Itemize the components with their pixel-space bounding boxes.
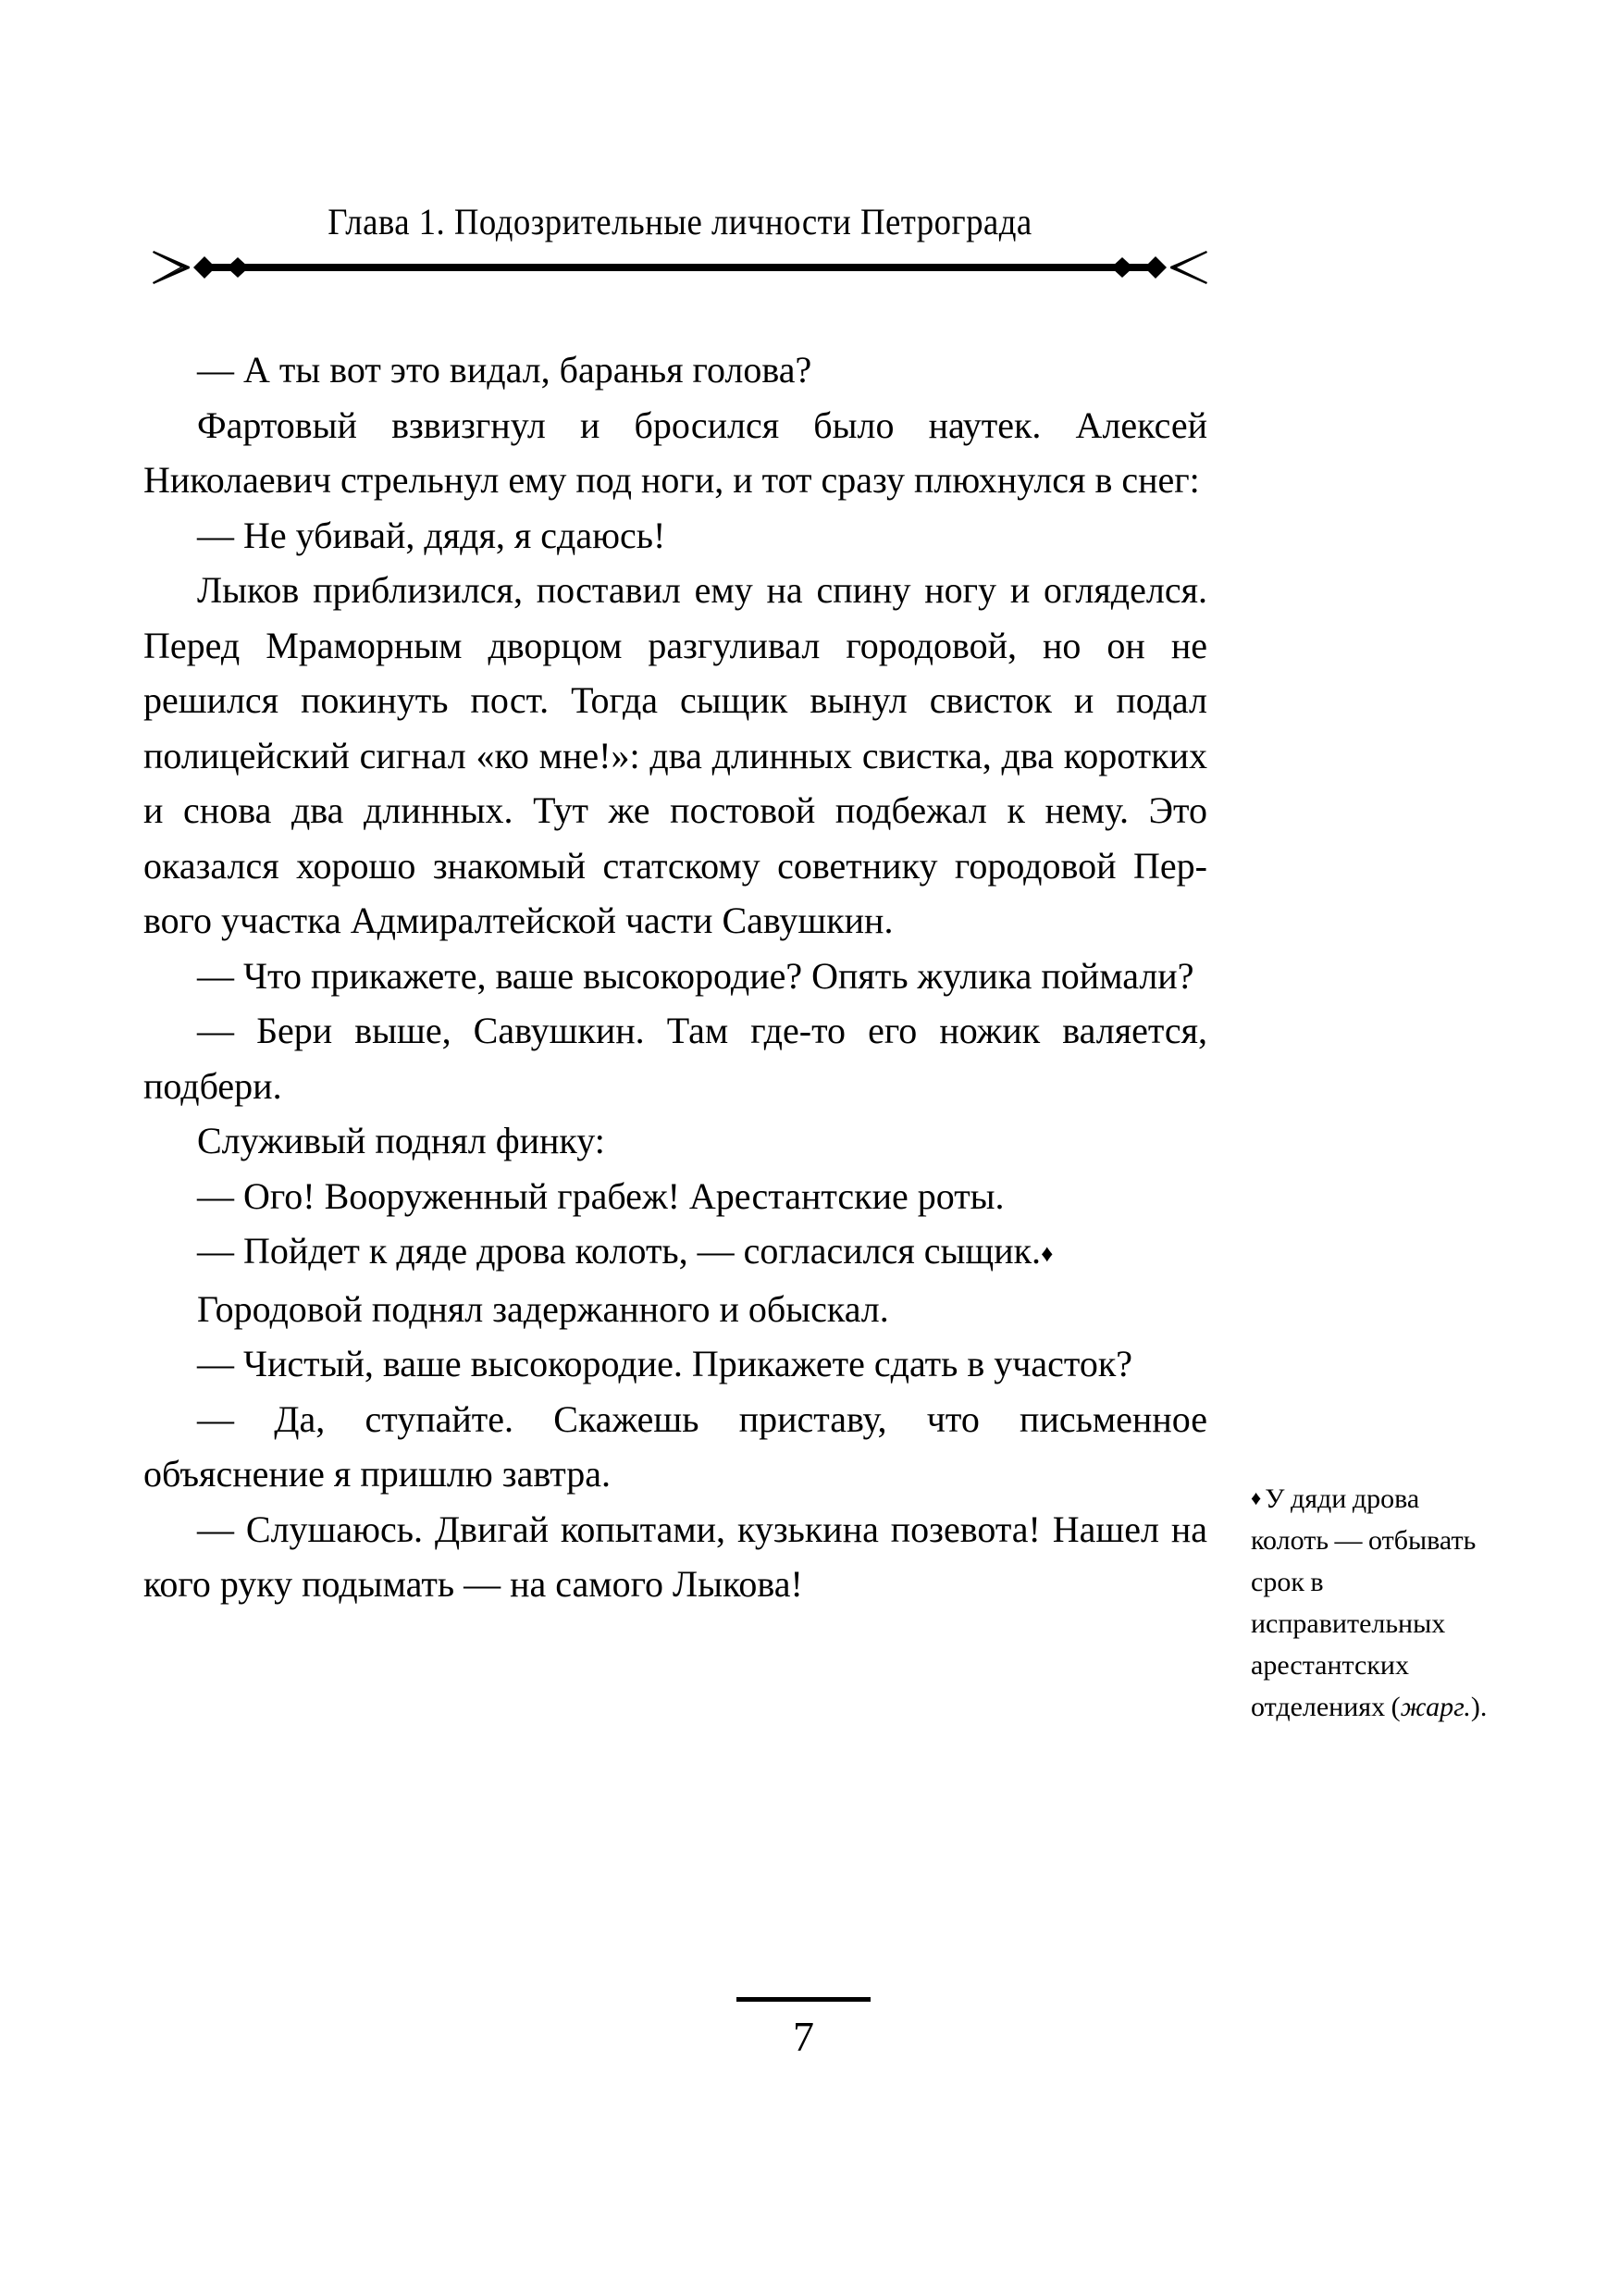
- paragraph: — А ты вот это видал, баранья голова?: [197, 349, 812, 391]
- paragraph-with-footnote: [143, 1223, 1207, 1282]
- paragraph: — Ого! Вооруженный грабеж! Арестантские роты.: [197, 1174, 1005, 1217]
- paragraph: Фартовый взвизгнул и бросился было наутек. Алексей Николаевич стрельнул ему под ноги, и тот сразу плюхнулся в снег:: [143, 403, 1207, 501]
- margin-footnote: [1251, 1477, 1491, 1728]
- right-diamond-outer-icon: [1111, 257, 1133, 278]
- paragraph: — Слушаюсь. Двигай копытами, кузькина позевота! Нашел на кого руку подымать — на самого Лыкова!: [143, 1508, 1207, 1605]
- right-chevron-icon: [1170, 251, 1207, 284]
- paragraph: Городовой поднял задержанного и обыскал.: [197, 1287, 889, 1330]
- chapter-title: Глава 1. Подозрительные личности Петрограда: [328, 201, 1032, 242]
- folio-rule: [736, 1997, 871, 2002]
- running-head: [153, 200, 1207, 244]
- paragraph: Лыков приблизился, поставил ему на спину ногу и огляделся. Перед Мраморным дворцом разгуливал городовой, но он не решился покинуть пост. Тогда сыщик вынул свисток и подал полицейский сигнал «ко мне!»: два длинных свистка, два коротких и снова два длинных. Тут же постовой подбежал к нему. Это оказался хорошо знакомый статскому советнику городовой Первого участка Адмиралтейской части Савушкин.: [143, 569, 1207, 941]
- paragraph: — Чистый, ваше высокородие. Прикажете сдать в участок?: [197, 1343, 1133, 1384]
- footnote-abbreviation: жарг.: [1400, 1692, 1471, 1722]
- footnote-bullet-icon: ♦: [1251, 1486, 1262, 1509]
- paragraph: — Что прикажете, ваше высокородие? Опять жулика поймали?: [197, 954, 1194, 997]
- paragraph: — Не убивай, дядя, я сдаюсь!: [197, 514, 666, 556]
- right-diamond-inner-icon: [1144, 256, 1167, 279]
- paragraph: — Да, ступайте. Скажешь приставу, что письменное объяснение я пришлю завтра.: [143, 1397, 1207, 1495]
- paragraph: Служивый поднял финку:: [197, 1120, 605, 1161]
- footnote-marker[interactable]: ♦: [1041, 1240, 1054, 1267]
- body-text-column: [143, 342, 1207, 1612]
- footnote-text-lead: У дяди дрова колоть — отбывать срок в исправительных арестантских отделениях (: [1251, 1483, 1477, 1722]
- rule-line: [204, 264, 1156, 271]
- ornamental-rule: [153, 250, 1207, 285]
- page-footer: [0, 1997, 1607, 2063]
- paragraph: — Бери выше, Савушкин. Там где-то его ножик валяется, подбери.: [143, 1010, 1207, 1107]
- page-number: 7: [793, 2013, 814, 2060]
- footnote-text-tail: ).: [1470, 1692, 1488, 1722]
- paragraph-text: — Пойдет к дяде дрова колоть, — согласился сыщик.: [197, 1230, 1042, 1272]
